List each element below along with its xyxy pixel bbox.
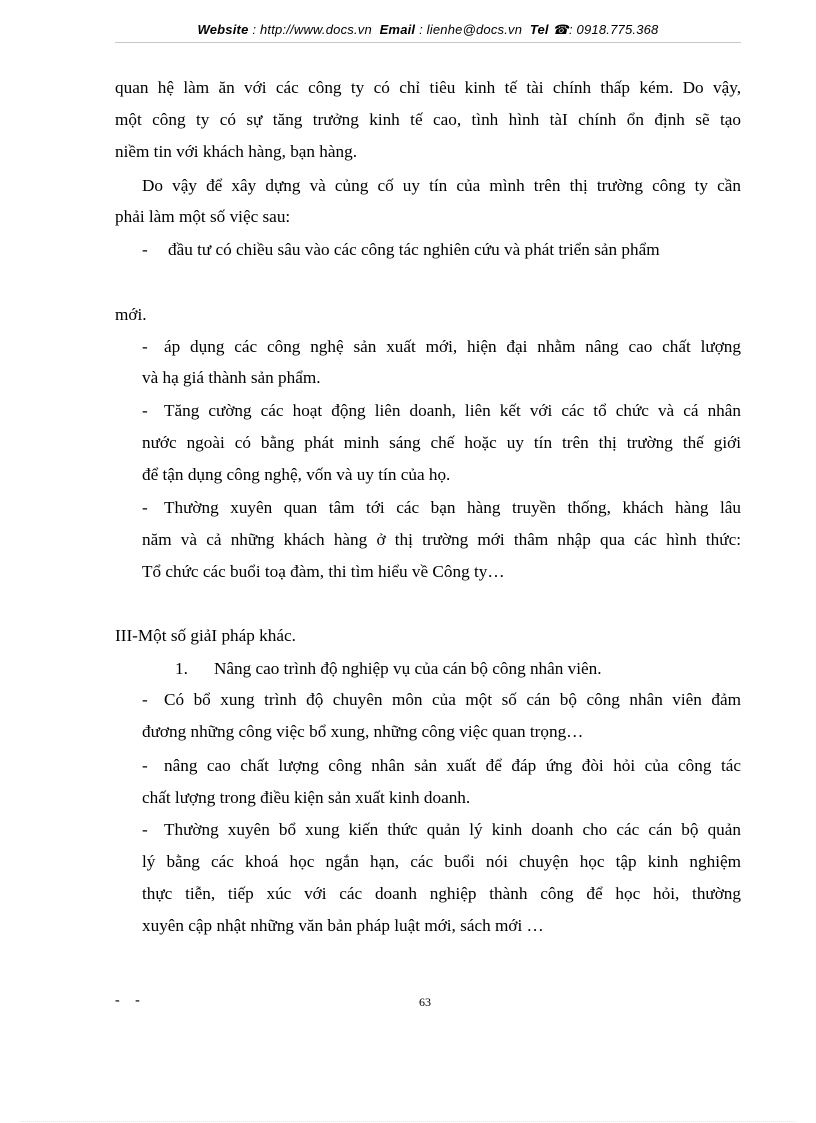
header-divider [115,42,741,43]
bullet-text: đầu tư có chiều sâu vào các công tác nghiên cứu và phát triển sản phẩm [168,240,660,259]
website-value[interactable]: : http://www.docs.vn [252,22,372,37]
bullet-text: và hạ giá thành sản phẩm. [142,368,321,387]
paragraph-line: phải làm một số việc sau: [115,207,291,226]
paragraph-line: Do vậy để xây dựng và củng cố uy tín của mình trên thị trường công ty cần [142,176,741,195]
bullet-text: Thường xuyên quan tâm tới các bạn hàng truyền thống, khách hàng lâu [164,498,741,517]
paragraph-line: niềm tin với khách hàng, bạn hàng. [115,142,358,161]
page-number: 63 [419,995,431,1009]
tel-value: : 0918.775.368 [568,22,659,37]
bullet-text: nước ngoài có bằng phát minh sáng chế hoặc uy tín trên thị trường thế giới [142,433,741,452]
page-header [115,22,741,38]
bullet-text: đương những công việc bổ xung, những công việc quan trọng… [142,722,584,741]
bullet-text: xuyên cập nhật những văn bản pháp luật mới, sách mới … [142,916,544,935]
bullet-text: để tận dụng công nghệ, vốn và uy tín của họ. [142,465,451,484]
bullet-dash: - [142,820,148,839]
bullet-text: nâng cao chất lượng công nhân sản xuất để đáp ứng đòi hỏi của công tác [164,756,741,775]
bullet-text: Có bổ xung trình độ chuyên môn của một số cán bộ công nhân viên đảm [164,690,741,709]
footer-marks: - - [115,993,146,1008]
list-number: 1. [175,659,188,678]
section-title: III-Một số giảI pháp khác. [115,626,296,645]
bullet-dash: - [142,337,148,356]
bullet-dash: - [142,690,148,709]
phone-icon: ☎ [552,22,569,37]
bullet-text: năm và cả những khách hàng ở thị trường mới thâm nhập qua các hình thức: [142,530,741,549]
bullet-text: mới. [115,305,147,324]
bullet-text: Tăng cường các hoạt động liên doanh, liên kết với các tổ chức và cá nhân [164,401,741,420]
email-label: Email [379,22,416,37]
paragraph-line: một công ty có sự tăng trưởng kinh tế cao, tình hình tàI chính ổn định sẽ tạo [115,110,741,129]
paragraph-line: quan hệ làm ăn với các công ty có chỉ tiêu kinh tế tài chính thấp kém. Do vậy, [115,78,741,97]
tel-label: Tel [529,22,549,37]
bullet-dash: - [142,240,148,259]
bullet-dash: - [142,756,148,775]
page-bottom-border [20,1121,796,1122]
bullet-dash: - [142,498,148,517]
bullet-dash: - [142,401,148,420]
bullet-text: thực tiễn, tiếp xúc với các doanh nghiệp thành công để học hỏi, thường [142,884,741,903]
list-item-text: Nâng cao trình độ nghiệp vụ của cán bộ công nhân viên. [214,659,602,678]
bullet-text: lý bằng các khoá học ngắn hạn, các buổi nói chuyện học tập kinh nghiệm [142,852,741,871]
bullet-text: Thường xuyên bổ xung kiến thức quản lý kinh doanh cho các cán bộ quản [164,820,741,839]
website-label: Website [197,22,249,37]
bullet-text: Tổ chức các buổi toạ đàm, thi tìm hiểu về Công ty… [142,562,505,581]
email-value[interactable]: : lienhe@docs.vn [419,22,523,37]
bullet-text: chất lượng trong điều kiện sản xuất kinh doanh. [142,788,471,807]
bullet-text: áp dụng các công nghệ sản xuất mới, hiện đại nhằm nâng cao chất lượng [164,337,741,356]
